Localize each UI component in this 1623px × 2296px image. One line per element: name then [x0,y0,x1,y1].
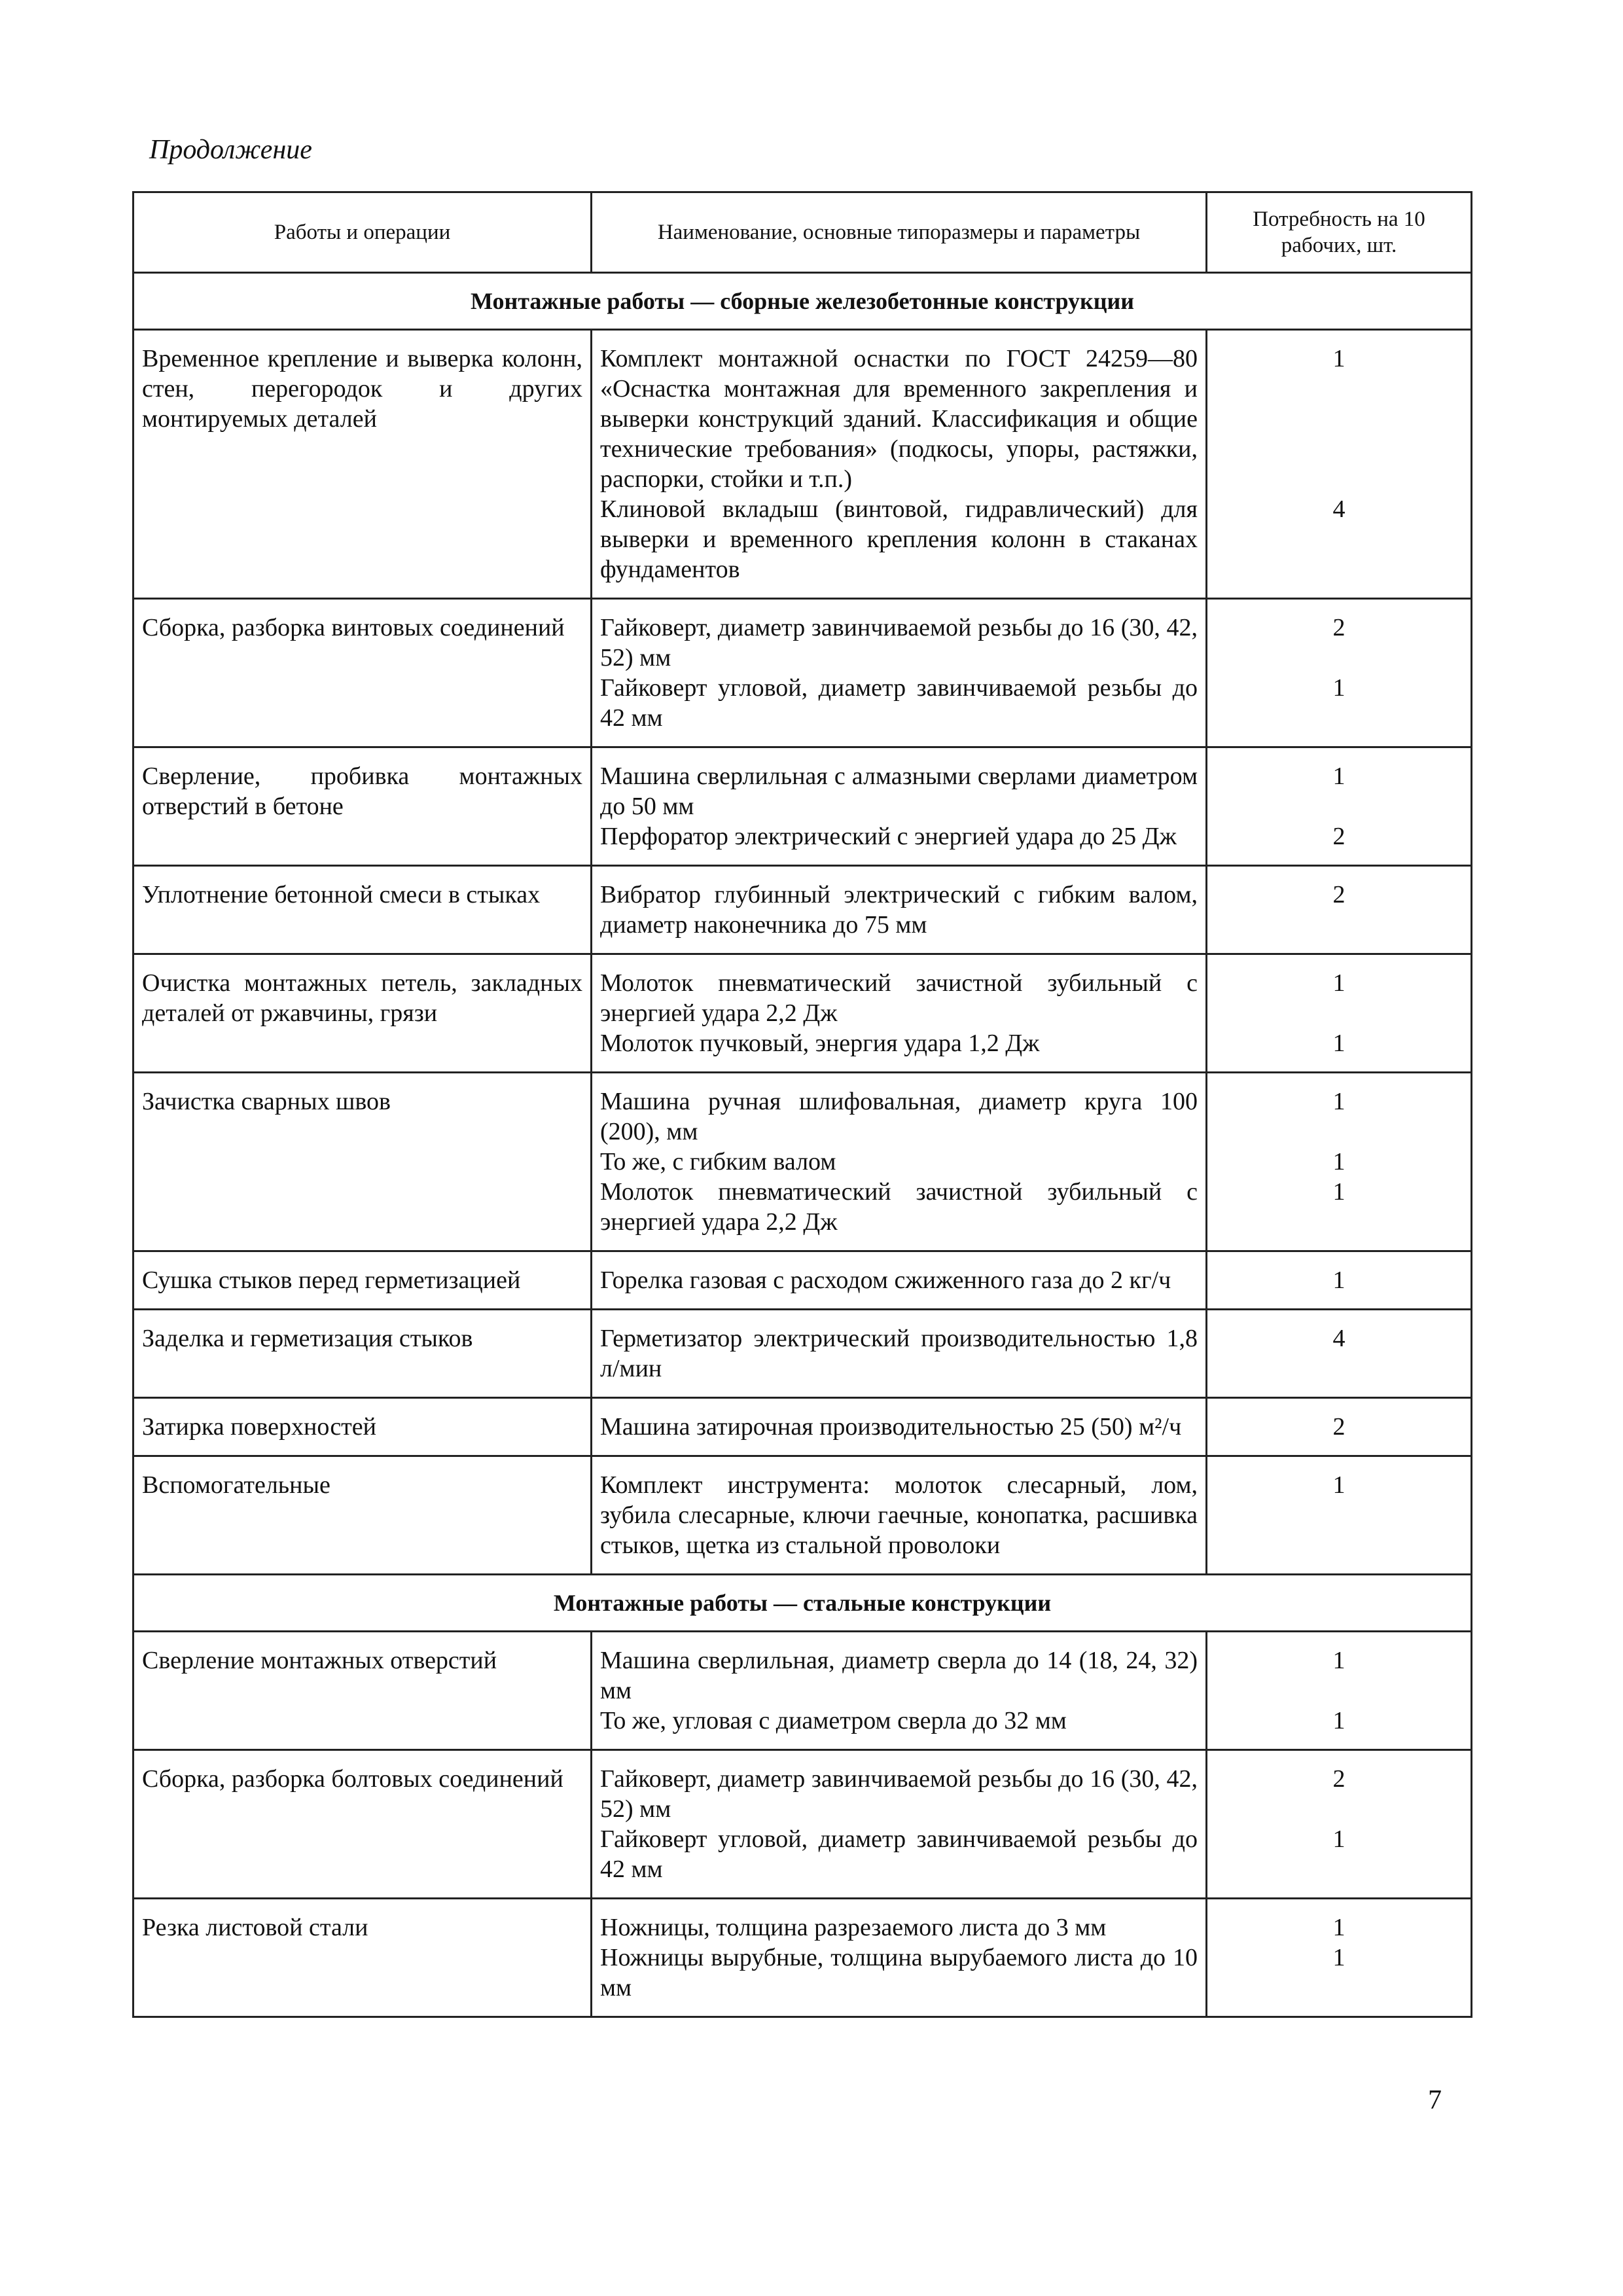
header-quantity: Потребность на 10 рабочих, шт. [1207,192,1472,273]
equipment-item: Гайковерт, диаметр завинчиваемой резьбы до 16 (30, 42, 52) мм [600,614,1198,672]
table-row [134,1899,1472,2017]
section-row [134,1575,1472,1632]
equipment-table [132,191,1472,2018]
table-row [134,1398,1472,1456]
equipment-cell [592,1073,1207,1251]
table-row [134,1073,1472,1251]
equipment-item: Машина ручная шлифовальная, диаметр круга 100 (200), мм [600,1088,1198,1145]
quantity-cell [1207,330,1472,599]
operation-cell: Сверление монтажных отверстий [134,1632,592,1750]
table-row [134,1310,1472,1398]
table-row [134,1750,1472,1899]
operation-cell: Зачистка сварных швов [134,1073,592,1251]
equipment-item: То же, с гибким валом [600,1148,836,1175]
table-row [134,1632,1472,1750]
operation-cell: Затирка поверхностей [134,1398,592,1456]
equipment-item: Горелка газовая с расходом сжиженного газа до 2 кг/ч [600,1266,1171,1294]
equipment-cell [592,866,1207,954]
equipment-item: Молоток пневматический зачистной зубильный с энергией удара 2,2 Дж [600,969,1198,1027]
operation-cell: Временное крепление и выверка колонн, стен, перегородок и других монтируемых деталей [134,330,592,599]
quantity-value: 1 [1332,1030,1346,1057]
quantity-value: 1 [1332,674,1346,702]
equipment-cell [592,747,1207,866]
quantity-cell [1207,1750,1472,1899]
quantity-value: 1 [1332,1266,1346,1294]
quantity-value: 2 [1332,823,1346,850]
equipment-item: Машина сверлильная с алмазными сверлами диаметром до 50 мм [600,762,1198,820]
quantity-value: 1 [1332,969,1346,997]
quantity-value: 1 [1332,1825,1346,1853]
section-title: Монтажные работы — сборные железобетонные конструкции [134,273,1472,330]
quantity-value: 1 [1332,1647,1346,1674]
quantity-cell [1207,1899,1472,2017]
operation-cell: Сборка, разборка болтовых соединений [134,1750,592,1899]
equipment-item: Комплект монтажной оснастки по ГОСТ 24259—80 «Оснастка монтажная для временного закрепления и выверки конструкций зданий. Классификация и общие технические требования» (подкосы, упоры, растяжки, распорки, стойки и т.п.) [600,345,1198,493]
quantity-value: 1 [1332,1148,1346,1175]
quantity-value: 1 [1332,1944,1346,1971]
equipment-item: Машина затирочная производительностью 25 (50) м²/ч [600,1413,1182,1441]
quantity-cell [1207,954,1472,1073]
quantity-cell [1207,1251,1472,1310]
equipment-item: Молоток пневматический зачистной зубильный с энергией удара 2,2 Дж [600,1178,1198,1236]
table-row [134,1251,1472,1310]
table-row [134,599,1472,747]
equipment-item: Машина сверлильная, диаметр сверла до 14 (18, 24, 32) мм [600,1647,1198,1704]
operation-cell: Сушка стыков перед герметизацией [134,1251,592,1310]
quantity-value: 2 [1332,614,1346,641]
equipment-item: Вибратор глубинный электрический с гибким валом, диаметр наконечника до 75 мм [600,881,1198,939]
equipment-cell [592,1456,1207,1575]
table-row [134,954,1472,1073]
equipment-item: Гайковерт, диаметр завинчиваемой резьбы до 16 (30, 42, 52) мм [600,1765,1198,1823]
section-row [134,273,1472,330]
equipment-item: Герметизатор электрический производительностью 1,8 л/мин [600,1325,1198,1382]
quantity-cell [1207,747,1472,866]
table-body [134,273,1472,2017]
operation-cell: Уплотнение бетонной смеси в стыках [134,866,592,954]
operation-cell: Вспомогательные [134,1456,592,1575]
equipment-item: Клиновой вкладыш (винтовой, гидравлический) для выверки и временного крепления колонн в стаканах фундаментов [600,495,1198,583]
equipment-item: То же, угловая с диаметром сверла до 32 мм [600,1707,1067,1734]
quantity-value: 4 [1332,1325,1346,1352]
quantity-value: 1 [1332,1707,1346,1734]
quantity-value: 1 [1332,762,1346,790]
quantity-value: 2 [1332,1765,1346,1793]
table-row [134,866,1472,954]
equipment-cell [592,1251,1207,1310]
quantity-value: 2 [1332,1413,1346,1441]
equipment-cell [592,1310,1207,1398]
equipment-cell [592,1899,1207,2017]
equipment-cell [592,1398,1207,1456]
quantity-value: 1 [1332,345,1346,372]
quantity-cell [1207,1632,1472,1750]
table-caption: Продолжение [149,135,312,165]
equipment-item: Перфоратор электрический с энергией удара до 25 Дж [600,823,1177,850]
quantity-value: 1 [1332,1178,1346,1206]
equipment-item: Ножницы, толщина разрезаемого листа до 3 мм [600,1914,1107,1941]
operation-cell: Сборка, разборка винтовых соединений [134,599,592,747]
header-operations: Работы и операции [134,192,592,273]
page-number: 7 [1428,2085,1442,2115]
operation-cell: Заделка и герметизация стыков [134,1310,592,1398]
equipment-item: Молоток пучковый, энергия удара 1,2 Дж [600,1030,1040,1057]
equipment-cell [592,1632,1207,1750]
quantity-cell [1207,599,1472,747]
equipment-cell [592,599,1207,747]
table-header-row [134,192,1472,273]
quantity-cell [1207,866,1472,954]
table-row [134,330,1472,599]
operation-cell: Резка листовой стали [134,1899,592,2017]
operation-cell: Очистка монтажных петель, закладных деталей от ржавчины, грязи [134,954,592,1073]
quantity-value: 1 [1332,1471,1346,1499]
equipment-item: Гайковерт угловой, диаметр завинчиваемой резьбы до 42 мм [600,674,1198,732]
quantity-cell [1207,1398,1472,1456]
quantity-value: 1 [1332,1914,1346,1941]
equipment-item: Комплект инструмента: молоток слесарный, лом, зубила слесарные, ключи гаечные, конопатка, расшивка стыков, щетка из стальной проволоки [600,1471,1198,1559]
equipment-item: Гайковерт угловой, диаметр завинчиваемой резьбы до 42 мм [600,1825,1198,1883]
table-row [134,747,1472,866]
equipment-cell [592,1750,1207,1899]
equipment-cell [592,954,1207,1073]
header-equipment: Наименование, основные типоразмеры и параметры [592,192,1207,273]
quantity-cell [1207,1310,1472,1398]
quantity-value: 2 [1332,881,1346,908]
quantity-cell [1207,1073,1472,1251]
quantity-value: 4 [1332,495,1346,523]
section-title: Монтажные работы — стальные конструкции [134,1575,1472,1632]
operation-cell: Сверление, пробивка монтажных отверстий в бетоне [134,747,592,866]
equipment-cell [592,330,1207,599]
quantity-value: 1 [1332,1088,1346,1115]
equipment-item: Ножницы вырубные, толщина вырубаемого листа до 10 мм [600,1944,1198,2001]
quantity-cell [1207,1456,1472,1575]
table-row [134,1456,1472,1575]
